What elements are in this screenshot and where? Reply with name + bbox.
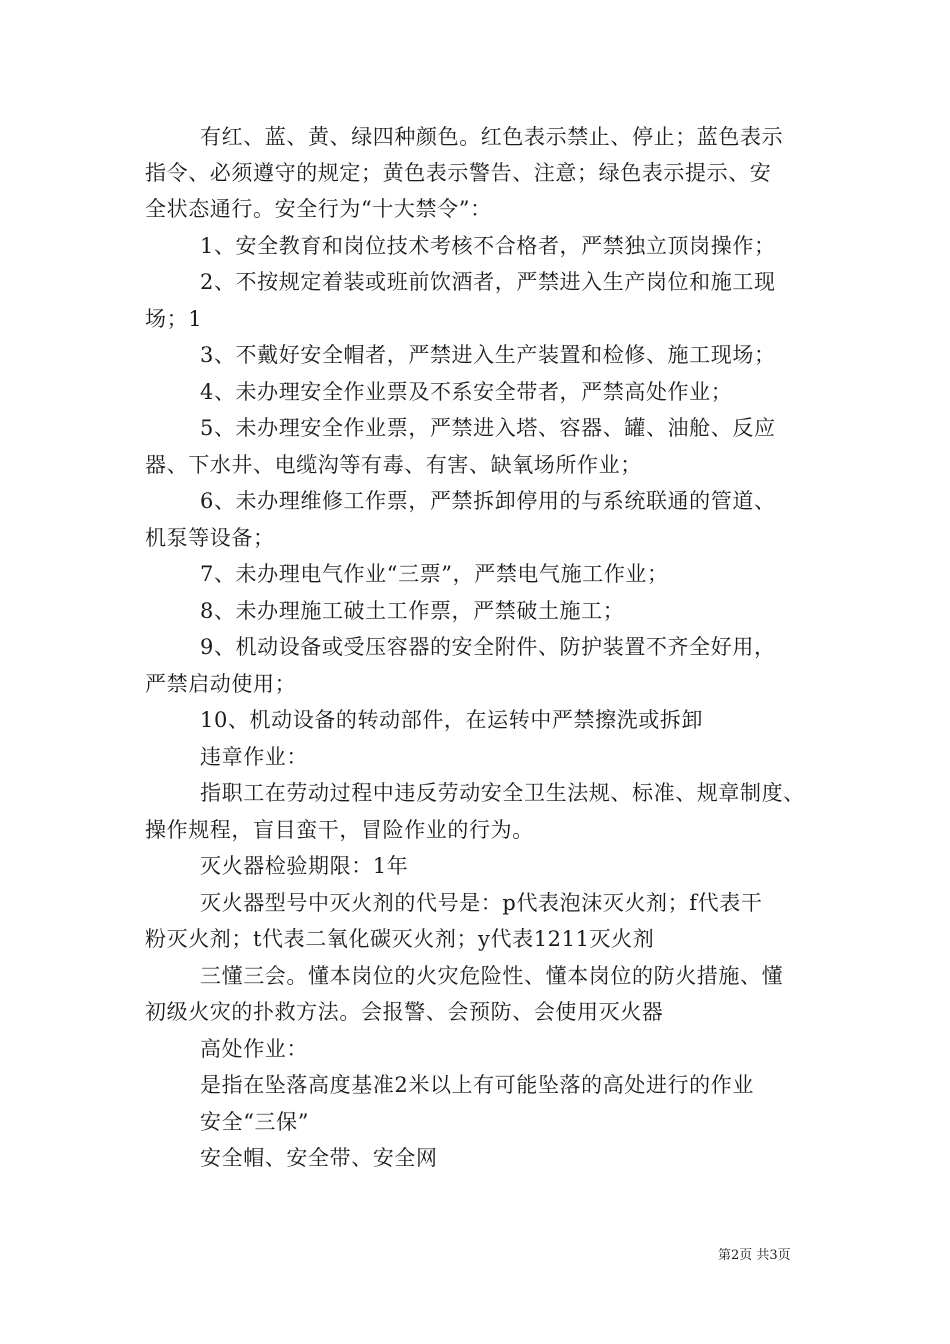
text-line: 粉灭火剂；t代表二氧化碳灭火剂；y代表1211灭火剂 <box>145 927 655 951</box>
text-line: 安全“三保” <box>200 1110 310 1134</box>
text-line: 7、未办理电气作业“三票”，严禁电气施工作业； <box>200 562 669 586</box>
text-line: 4、未办理安全作业票及不系安全带者，严禁高处作业； <box>200 380 733 404</box>
text-line: 三懂三会。懂本岗位的火灾危险性、懂本岗位的防火措施、懂 <box>200 964 784 988</box>
text-line: 全状态通行。安全行为“十大禁令”： <box>145 197 492 221</box>
text-line: 灭火器型号中灭火剂的代号是：p代表泡沫灭火剂；f代表干 <box>200 891 763 915</box>
text-line: 有红、蓝、黄、绿四种颜色。红色表示禁止、停止；蓝色表示 <box>200 125 784 149</box>
text-line: 5、未办理安全作业票，严禁进入塔、容器、罐、油舱、反应 <box>200 416 776 440</box>
page-number-footer: 第2页 共3页 <box>718 1248 791 1263</box>
text-line: 3、不戴好安全帽者，严禁进入生产装置和检修、施工现场； <box>200 343 776 367</box>
text-line: 高处作业： <box>200 1037 308 1061</box>
text-line: 场；1 <box>145 307 203 331</box>
text-line: 是指在坠落高度基准2米以上有可能坠落的高处进行的作业 <box>200 1073 754 1097</box>
text-line: 2、不按规定着装或班前饮酒者，严禁进入生产岗位和施工现 <box>200 270 776 294</box>
text-line: 9、机动设备或受压容器的安全附件、防护装置不齐全好用， <box>200 635 776 659</box>
text-line: 初级火灾的扑救方法。会报警、会预防、会使用灭火器 <box>145 1000 664 1024</box>
text-line: 器、下水井、电缆沟等有毒、有害、缺氧场所作业； <box>145 453 642 477</box>
text-line: 违章作业： <box>200 745 308 769</box>
text-line: 指职工在劳动过程中违反劳动安全卫生法规、标准、规章制度、 <box>200 781 805 805</box>
text-line: 机泵等设备； <box>145 526 275 550</box>
text-line: 6、未办理维修工作票，严禁拆卸停用的与系统联通的管道、 <box>200 489 776 513</box>
text-line: 操作规程，盲目蛮干，冒险作业的行为。 <box>145 818 534 842</box>
text-line: 8、未办理施工破土工作票，严禁破土施工； <box>200 599 625 623</box>
text-line: 严禁启动使用； <box>145 672 297 696</box>
text-line: 指令、必须遵守的规定；黄色表示警告、注意；绿色表示提示、安 <box>145 161 772 185</box>
text-line: 安全帽、安全带、安全网 <box>200 1146 438 1170</box>
text-line: 1、安全教育和岗位技术考核不合格者，严禁独立顶岗操作； <box>200 234 776 258</box>
text-line: 灭火器检验期限：1年 <box>200 854 409 878</box>
text-line: 10、机动设备的转动部件，在运转中严禁擦洗或拆卸 <box>200 708 704 732</box>
